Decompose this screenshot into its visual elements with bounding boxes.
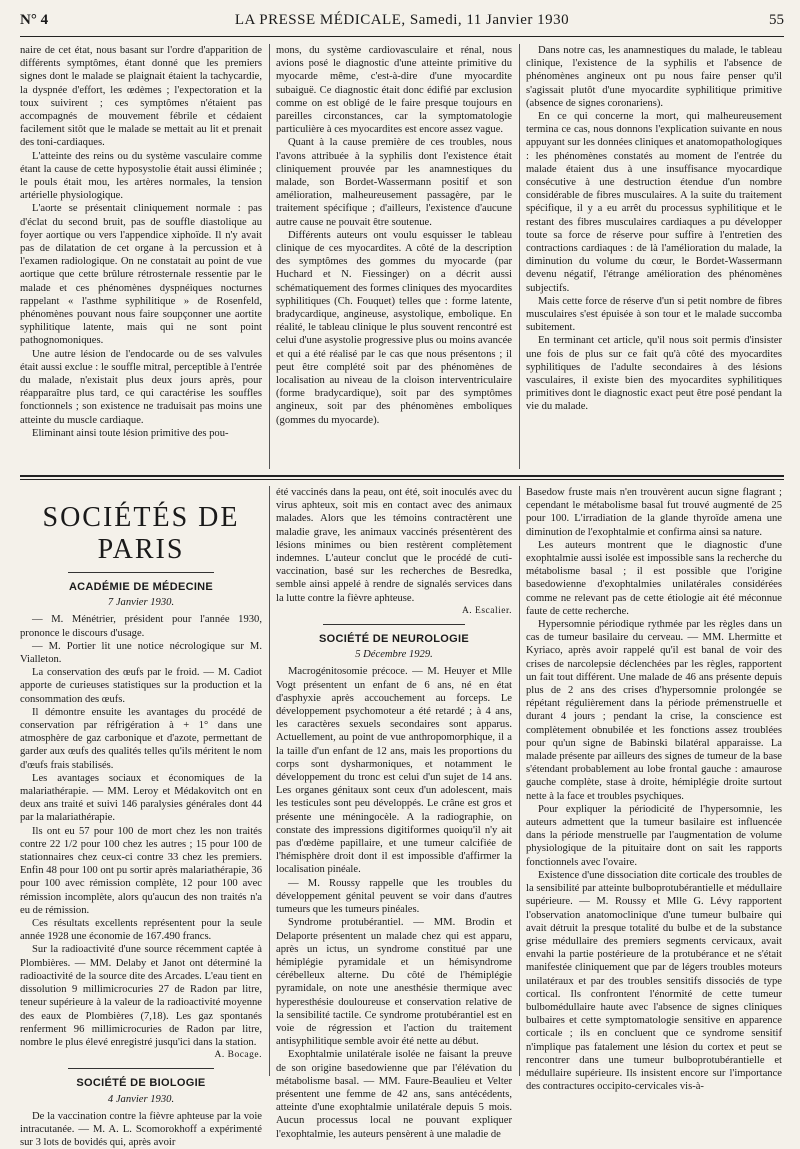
- paragraph: De la vaccination contre la fièvre aphteuse par la voie intracutanée. — M. A. L. Scomorokhoff a expérimenté sur 3 lots de bovidés qui, après avoir: [20, 1110, 262, 1149]
- paragraph: Pour expliquer la périodicité de l'hypersomnie, les auteurs admettent que la tumeur basilaire est influencée dans la période menstruelle par l'augmentation de volume physiologique de la pituitaire dont on sait les rapports fonctionnels avec l'ovaire.: [526, 803, 782, 868]
- paragraph: Différents auteurs ont voulu esquisser le tableau clinique de ces myocardites. A côté de la description des symptômes des gommes du myocarde (par Huchard et N. Fiessinger) on a décrit aussi schématiquement des formes cliniques des myocardites syphilitiques (Ch. Fouquet) telles que : forme latente, bradycardique, angineuse, asystolique, embolique. En réalité, le tableau clinique le plus souvent rencontré est celui d'une asystolie progressive plus ou moins avancée et qui a été réalisé par le cas que nous présentons ; il peut être complété soit par des phénomènes de localisation au niveau de la cloison interventriculaire (forme bradycardique), soit par des symptômes angineux, soit par des phénomènes emboliques (gommes du myocarde).: [276, 229, 512, 426]
- paragraph: Mais cette force de réserve d'un si petit nombre de fibres musculaires s'est épuisée à son tour et le malade succomba subitement.: [526, 295, 782, 334]
- article-column-3: [526, 44, 782, 469]
- society-heading: SOCIÉTÉ DE NEUROLOGIE: [319, 633, 469, 646]
- divider: [323, 624, 465, 625]
- paragraph: Dans notre cas, les anamnestiques du malade, le tableau clinique, l'existence de la syphilis et l'absence de phénomènes angineux ont pu nous faire penser qu'il s'agissait plutôt d'une myocardite syphilitique primitive (absence de signes coronariens).: [526, 45, 782, 109]
- session-date: 7 Janvier 1930.: [107, 597, 175, 609]
- paragraph: été vaccinés dans la peau, ont été, soit inoculés avec du virus aphteux, soit mis en contact avec des animaux malades. Alors que les témoins contractèrent une maladie grave, les animaux vaccinés présentèrent des lésions minimes ou bien restèrent complètement indemnes. L'auteur conclut que le procédé de cuti-vaccination, basé sur les recherches de Besredka, semble ainsi appelé à rendre de signalés services dans la lutte contre la fièvre aphteuse.: [276, 487, 512, 604]
- session-date: 4 Janvier 1930.: [107, 1093, 175, 1105]
- page-header: [20, 6, 784, 37]
- issue-number: N° 4: [20, 12, 49, 28]
- article-column-1: [20, 44, 262, 469]
- societies-column-2: [276, 486, 512, 1140]
- column-divider: [519, 44, 520, 469]
- paragraph: Hypersomnie périodique rythmée par les règles dans un cas de tumeur basilaire du cerveau. — MM. Lhermitte et Kyriaco, après avoir rappelé qu'il est banal de voir des crises de narcolepsie déclenchées par les règles, rapportent un fait tout différent. Une malade de 46 ans présente depuis plus de 2 ans des crises d'hypersomnie prolongée se répétant régulièrement dans la période prémenstruelle et durant 4 jours ; pendant la crise, la conscience est complètement obnubilée et les fonctions assez troublées pour qu'un signe de Babinski bilatéral apparaisse. La malade présente par ailleurs des signes de tumeur de la base s'étendant probablement au lobe frontal gauche : amaurose gauche complète, stase à droite, hémiplégie droite surtout nette à la face et troubles psychiques.: [526, 619, 782, 802]
- paragraph: Exophtalmie unilatérale isolée ne faisant la preuve de son origine basedowienne que par l'élévation du métabolisme basal. — MM. Faure-Beaulieu et Velter présentent une femme de 42 ans, sans antécédents, atteinte d'une exophtalmie unilatérale depuis 5 mois. Aucun processus local ne pouvant expliquer l'exophtalmie, les auteurs pensèrent à une maladie de: [276, 1049, 512, 1140]
- paragraph: En terminant cet article, qu'il nous soit permis d'insister une fois de plus sur ce fait qu'à côté des myocardites syphilitiques de l'adulte secondaires à des lésions vasculaires, il existe bien des myocardites syphilitiques primitives dont le diagnostic exact peut être posé pendant la vie du malade.: [526, 335, 782, 413]
- paragraph: Ils ont eu 57 pour 100 de mort chez les non traités contre 22 1/2 pour 100 chez les autres ; 15 pour 100 de stationnaires chez ceux-ci contre 33 chez les premiers. Enfin 48 pour 100 ont pu sortir après malariathérapie, 36 pour 100 avec rémission complète, 12 pour 100 avec rémission incomplète, alors qu'aucun des non traités n'a eu de rémission.: [20, 825, 262, 916]
- divider: [68, 1068, 213, 1069]
- paragraph: Il démontre ensuite les avantages du procédé de conservation par réfrigération à + 1° dans une atmosphère de gaz carbonique et d'azote, permettant de garder aux œufs des qualités telles qu'ils méritent le nom d'œufs frais stabilisés.: [20, 706, 262, 771]
- societies-column-1: [20, 486, 262, 1149]
- society-heading: SOCIÉTÉ DE BIOLOGIE: [76, 1077, 206, 1090]
- session-date: 5 Décembre 1929.: [355, 649, 433, 661]
- paragraph: Une autre lésion de l'endocarde ou de ses valvules était aussi exclue : le souffle mitral, perceptible à l'entrée du malade, n'existait plus deux jours après, pour réapparaître plus tard, ce qui caractérise les souffles fonctionnels ; son existence ne traduisait pas moins une atteinte du muscle cardiaque.: [20, 348, 262, 426]
- divider: [68, 572, 213, 573]
- paragraph: — M. Portier lit une notice nécrologique sur M. Vialleton.: [20, 640, 262, 666]
- page-number: 55: [769, 12, 784, 28]
- paragraph: Eliminant ainsi toute lésion primitive des pou-: [32, 427, 229, 439]
- paragraph: En ce qui concerne la mort, qui malheureusement termina ce cas, nous donnons l'explication suivante en nous appuyant sur les données cliniques et anatomopathologiques : les phénomènes constatés au moment de l'entrée du malade étaient dus à une insuffisance myocardique consécutive à une destruction étendue d'un nombre considérable de fibres musculaires. A la suite du traitement spécifique, il y a eu arrêt du processus syphilitique et le restant des fibres musculaires cardiaques a pu développer toute sa force de réserve pour suffire à l'entretien des contractions cardiaques : de là l'amélioration du malade, la diminution du volume du cœur, le Bordet-Wassermann devenu négatif, l'étrange amélioration des phénomènes subjectifs.: [526, 111, 782, 294]
- article-column-2: [276, 44, 512, 469]
- section-title: SOCIÉTÉS DE PARIS: [42, 502, 240, 565]
- journal-title: LA PRESSE MÉDICALE, Samedi, 11 Janvier 1930: [234, 12, 570, 28]
- paragraph: Les avantages sociaux et économiques de la malariathérapie. — MM. Leroy et Médakovitch ont en deux ans traité et suivi 146 paralysies générales dont 44 par la malariathérapie.: [20, 772, 262, 824]
- section-rule: [20, 475, 784, 477]
- paragraph: — M. Ménétrier, président pour l'année 1930, prononce le discours d'usage.: [20, 614, 262, 639]
- paragraph: Existence d'une dissociation dite corticale des troubles de la sensibilité par atteinte bulboprotubérantielle et médullaire supérieure. — M. Roussy et Mlle G. Lévy rapportent l'observation anatomoclinique d'une tumeur bulbaire qui avait détruit la presque totalité du bulbe et de la substance grise médullaire des premiers segments cervicaux, avait envahi la partie postérieure de la protubérance et ne s'était manifestée cliniquement que par de légers troubles moteurs unilatéraux et par des troubles sensitifs dissociés de type cortical. Ils confrontent l'énormité de cette tumeur bulbomédullaire haute avec l'absence de signes cliniques bulbaires et cette symptomatologie sensitive en apparence corticale ; ils en concluent que ce syndrome sensitif n'implique pas fatalement une lésion du cortex et peut se rencontrer dans une tumeur bulboprotubérantielle et médullaire supérieure. Ils insistent encore sur l'importance des contractures occipito-cervicales vis-à-: [526, 869, 782, 1093]
- paragraph: Ces résultats excellents représentent pour la seule année 1928 une économie de 167.490 francs.: [20, 918, 262, 943]
- paragraph: La conservation des œufs par le froid. — M. Cadiot apporte de curieuses statistiques sur la production et la consommation des œufs.: [20, 667, 262, 705]
- paragraph: Basedow fruste mais n'en trouvèrent aucun signe flagrant ; cependant le métabolisme basal fut trouvé augmenté de 25 pour 100. L'irradiation de la glande thyroïde amena une diminution de l'exophtalmie et confirma ainsi sa nature.: [526, 487, 782, 538]
- societies-column-3: [526, 486, 782, 1093]
- column-divider: [269, 486, 270, 1076]
- paragraph: mons, du système cardiovasculaire et rénal, nous avions posé le diagnostic d'une atteinte primitive du myocarde même, c'est-à-dire d'une myocardite subaiguë. Ce diagnostic était donc édifié par exclusion comme on est obligé de le faire presque toujours en pareilles circonstances, car la symptomatologie particulière à ces myocardites est encore assez vague.: [276, 45, 512, 136]
- signature: A. Escalier.: [461, 605, 512, 616]
- paragraph: L'atteinte des reins ou du système vasculaire comme étant la cause de cette hyposystolie était aussi éliminée ; le pouls était mou, les artères normales, la tension artérielle physiologique.: [20, 150, 262, 202]
- paragraph: Syndrome protubérantiel. — MM. Brodin et Delaporte présentent un malade chez qui est apparu, après un ictus, un syndrome constitué par une hémiplégie pyramidale et un hémisyndrome cérébelleux alterne. Du côté de l'hémiplégie pyramidale, on note une anesthésie thermique avec hyperesthésie douloureuse et conservation relative de la sensibilité tactile. Ce syndrome protubérantiel est en voie de régression et l'action du traitement antisyphilitique semble avoir été nette au début.: [276, 917, 512, 1048]
- paragraph: Macrogénitosomie précoce. — M. Heuyer et Mlle Vogt présentent un enfant de 6 ans, né en état d'asphyxie après accouchement au forceps. Le développement psychomoteur a été retardé ; à 4 ans, les caractères sexuels secondaires sont apparus. Actuellement, au point de vue anthropomorphique, il a la taille d'un enfant de 12 ans, mais les proportions du corps sont dysharmoniques, et notamment le développement du tronc est celui d'un sujet de 14 ans. Les organes génitaux sont ceux d'un adolescent, mais les testicules sont peu développés. Le crâne est gros et présente une méningocèle. A la radiographie, on constate des impressions digitiformes quoiqu'il n'y ait pas d'œdème papillaire, et une tumeur calcifiée de l'hémisphère droit dont il est impossible d'affirmer la localisation pinéale.: [276, 666, 512, 876]
- paragraph: — M. Roussy rappelle que les troubles du développement génital peuvent se voir dans d'autres tumeurs que les tumeurs pinéales.: [276, 877, 512, 916]
- signature: A. Bocage.: [214, 1050, 262, 1061]
- paragraph: L'aorte se présentait cliniquement normale : pas d'éclat du second bruit, pas de souffle diastolique au foyer aortique ou vers l'appendice xiphoïde. Il n'y avait pas de dilatation de cet organe à la percussion et à l'examen radiologique. On ne constatait au point de vue aortique que cette brûlure rétrosternale ressentie par le malade et ces phénomènes dyspnéiques nocturnes rappelant « l'asthme syphilitique » de Rosenfeld, phénomènes pouvant nous faire soupçonner une aortite syphilitique latente, mais qui ne sont point pathognomoniques.: [20, 203, 262, 347]
- section-rule: [20, 479, 784, 480]
- column-divider: [519, 486, 520, 1076]
- column-divider: [269, 44, 270, 469]
- paragraph: Les auteurs montrent que le diagnostic d'une exophtalmie aussi isolée est impossible sans la recherche du métabolisme basal ; il est possible que l'origine basedowienne d'exophtalmies unilatérales considérées comme ne relevant pas de cette étiologie ait été méconnue faute de cette recherche.: [526, 539, 782, 617]
- society-heading: ACADÉMIE DE MÉDECINE: [68, 581, 214, 593]
- paragraph: Sur la radioactivité d'une source récemment captée à Plombières. — MM. Delaby et Janot ont déterminé la radioactivité de la source dite des Arcades. L'eau tient en dissolution 9 millimicrocuries 27 de Radon par litre, teneur supérieure à la valeur de la radioactivité moyenne des eaux de Plombières (7,18). Les gaz spontanés renferment 96 millimicrocuries de Radon par litre, nombre le plus élevé enregistré jusqu'ici dans la station.: [20, 944, 262, 1048]
- paragraph: Quant à la cause première de ces troubles, nous l'avons attribuée à la syphilis dont l'existence était cliniquement prouvée par les anamnestiques du malade, son Bordet-Wassermann positif et son amélioration, malheureusement passagère, par le traitement spécifique ; d'ailleurs, l'existence d'aucune autre cause ne pouvait être soutenue.: [276, 137, 512, 228]
- paragraph: naire de cet état, nous basant sur l'ordre d'apparition de différents symptômes, étant donné que les premiers signes dont le malade se plaignait étaient la tachycardie, la dyspnée d'effort, les œdèmes ; l'expectoration et la toux suivirent ; ces symptômes n'étaient pas accompagnés de mouvement fébrile et cédaient facilement sitôt que le malade se mettait au lit et prenait des toni-cardiaques.: [20, 45, 262, 149]
